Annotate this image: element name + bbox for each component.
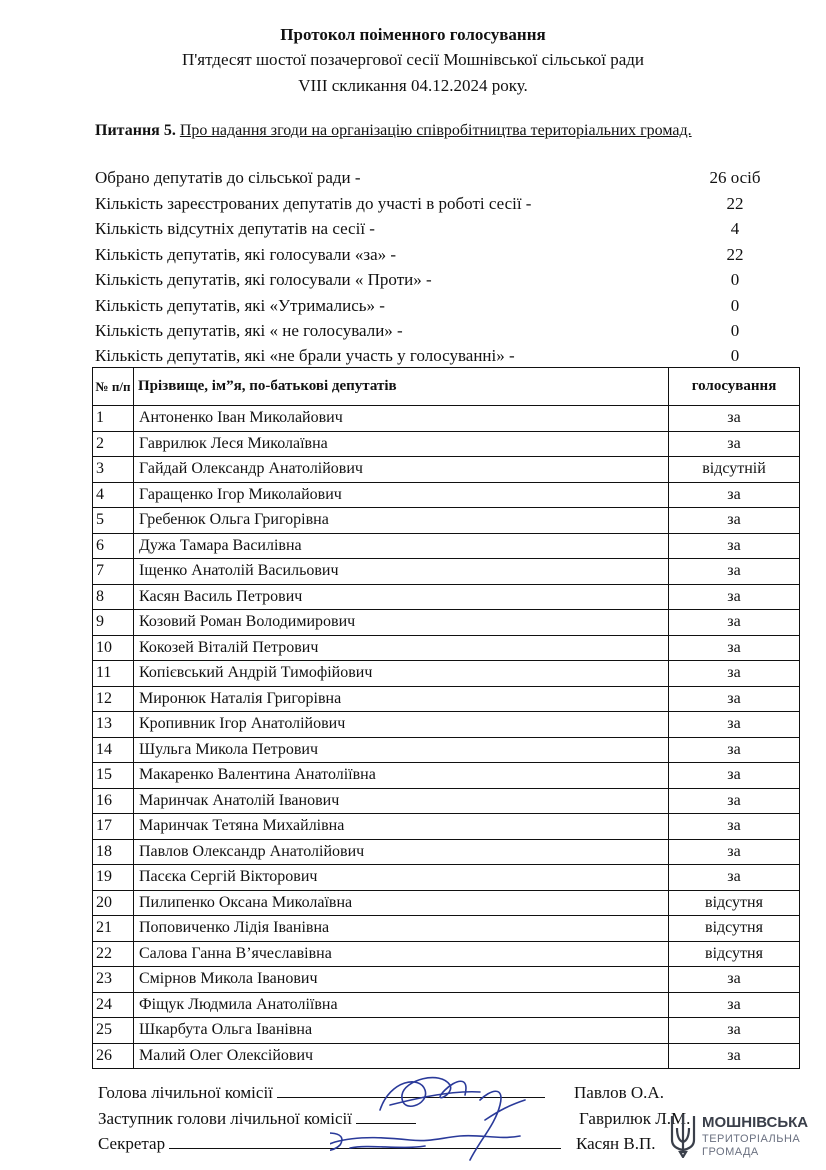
vote-result: за — [669, 482, 800, 508]
secretary-name: Касян В.П. — [576, 1134, 656, 1153]
logo-line-3: ГРОМАДА — [702, 1146, 759, 1158]
page-title: Протокол поіменного голосування — [280, 25, 546, 44]
deputy-name: Поповиченко Лідія Іванівна — [134, 916, 669, 942]
vote-result: за — [669, 814, 800, 840]
deputy-name: Гайдай Олександр Анатолійович — [134, 457, 669, 483]
deputy-name: Кропивник Ігор Анатолійович — [134, 712, 669, 738]
row-number: 13 — [93, 712, 134, 738]
deputy-name: Копієвський Андрій Тимофійович — [134, 661, 669, 687]
vote-result: за — [669, 1018, 800, 1044]
deputy-name: Дужа Тамара Василівна — [134, 533, 669, 559]
vote-result: за — [669, 610, 800, 636]
community-logo — [668, 1112, 818, 1162]
deputy-name: Малий Олег Олексійович — [134, 1043, 669, 1069]
table-row — [93, 1018, 800, 1044]
question-line — [95, 122, 692, 140]
session-subtitle: П'ятдесят шостої позачергової сесії Мошнівської сільської ради — [181, 50, 645, 69]
row-number: 16 — [93, 788, 134, 814]
stat-value: 0 — [730, 270, 740, 289]
header-vote: голосування — [669, 368, 800, 406]
question-text: Про надання згоди на організацію співробітництва територіальних громад. — [179, 122, 692, 139]
deputy-name: Козовий Роман Володимирович — [134, 610, 669, 636]
table-row — [93, 508, 800, 534]
row-number: 11 — [93, 661, 134, 687]
row-number: 8 — [93, 584, 134, 610]
vote-result: за — [669, 967, 800, 993]
row-number: 3 — [93, 457, 134, 483]
row-number: 21 — [93, 916, 134, 942]
row-number: 20 — [93, 890, 134, 916]
row-number: 17 — [93, 814, 134, 840]
stat-value: 4 — [730, 219, 740, 238]
stat-label: Кількість депутатів, які голосували «за» - — [95, 245, 397, 264]
stat-value: 0 — [730, 296, 740, 315]
logo-line-2: ТЕРИТОРІАЛЬНА — [702, 1133, 801, 1145]
stat-label: Кількість відсутніх депутатів на сесії - — [95, 219, 375, 238]
vote-result: відсутня — [669, 941, 800, 967]
stat-row — [0, 296, 826, 320]
chair-label: Голова лічильної комісії — [98, 1083, 273, 1102]
vote-result: за — [669, 788, 800, 814]
deputy-name: Шульга Микола Петрович — [134, 737, 669, 763]
table-row — [93, 992, 800, 1018]
stat-row — [0, 219, 826, 243]
stat-value: 0 — [730, 346, 740, 365]
stat-value: 26 осіб — [709, 168, 761, 187]
table-row — [93, 610, 800, 636]
stat-row — [0, 245, 826, 269]
vote-result: відсутня — [669, 890, 800, 916]
stat-label: Обрано депутатів до сільської ради - — [95, 168, 361, 187]
vote-result: за — [669, 431, 800, 457]
row-number: 7 — [93, 559, 134, 585]
table-row — [93, 457, 800, 483]
deputy-name: Гаращенко Ігор Миколайович — [134, 482, 669, 508]
vote-result: за — [669, 661, 800, 687]
deputy-name: Павлов Олександр Анатолійович — [134, 839, 669, 865]
row-number: 18 — [93, 839, 134, 865]
row-number: 5 — [93, 508, 134, 534]
row-number: 15 — [93, 763, 134, 789]
header-num: № п/п — [93, 368, 134, 406]
table-row — [93, 890, 800, 916]
stat-label: Кількість депутатів, які голосували « Проти» - — [95, 270, 432, 289]
row-number: 1 — [93, 406, 134, 432]
deputy-name: Пилипенко Оксана Миколаївна — [134, 890, 669, 916]
row-number: 10 — [93, 635, 134, 661]
stat-row — [0, 194, 826, 218]
table-row — [93, 814, 800, 840]
table-row — [93, 661, 800, 687]
vote-result: за — [669, 737, 800, 763]
deputy-name: Кокозей Віталій Петрович — [134, 635, 669, 661]
table-row — [93, 941, 800, 967]
logo-line-1: МОШНІВСЬКА — [702, 1114, 809, 1131]
stat-row — [0, 270, 826, 294]
vote-result: за — [669, 559, 800, 585]
table-row — [93, 686, 800, 712]
vote-result: за — [669, 635, 800, 661]
votes-table-body — [93, 406, 800, 1069]
trident-icon — [668, 1112, 698, 1158]
table-row — [93, 406, 800, 432]
table-header-row — [93, 368, 800, 406]
deputy-name: Пасєка Сергій Вікторович — [134, 865, 669, 891]
stat-label: Кількість депутатів, які « не голосували» - — [95, 321, 403, 340]
table-row — [93, 431, 800, 457]
deputy-name: Салова Ганна В’ячеславівна — [134, 941, 669, 967]
table-row — [93, 482, 800, 508]
table-row — [93, 839, 800, 865]
table-row — [93, 788, 800, 814]
handwritten-signatures — [330, 1060, 570, 1170]
vote-result: за — [669, 839, 800, 865]
deputy-name: Маринчак Анатолій Іванович — [134, 788, 669, 814]
table-row — [93, 967, 800, 993]
stat-label: Кількість депутатів, які «не брали участь у голосуванні» - — [95, 346, 515, 365]
vote-result: відсутня — [669, 916, 800, 942]
deputy-name: Шкарбута Ольга Іванівна — [134, 1018, 669, 1044]
row-number: 22 — [93, 941, 134, 967]
table-row — [93, 584, 800, 610]
deputy-name: Маринчак Тетяна Михайлівна — [134, 814, 669, 840]
stat-value: 22 — [726, 245, 744, 264]
vote-result: за — [669, 533, 800, 559]
row-number: 14 — [93, 737, 134, 763]
vote-result: за — [669, 686, 800, 712]
stat-value: 22 — [726, 194, 744, 213]
row-number: 26 — [93, 1043, 134, 1069]
secretary-label: Секретар — [98, 1134, 166, 1153]
row-number: 24 — [93, 992, 134, 1018]
row-number: 12 — [93, 686, 134, 712]
deputy-name: Фіщук Людмила Анатоліївна — [134, 992, 669, 1018]
row-number: 4 — [93, 482, 134, 508]
row-number: 23 — [93, 967, 134, 993]
stat-row — [0, 168, 826, 192]
vote-result: за — [669, 865, 800, 891]
stat-value: 0 — [730, 321, 740, 340]
deputy-name: Миронюк Наталія Григорівна — [134, 686, 669, 712]
header-name: Прізвище, ім”я, по-батькові депутатів — [134, 368, 669, 406]
table-row — [93, 635, 800, 661]
vote-result: за — [669, 584, 800, 610]
stat-label: Кількість депутатів, які «Утримались» - — [95, 296, 385, 315]
table-row — [93, 865, 800, 891]
votes-table — [92, 367, 800, 1069]
table-row — [93, 712, 800, 738]
vote-result: за — [669, 1043, 800, 1069]
deputy-name: Іщенко Анатолій Васильович — [134, 559, 669, 585]
deputy-name: Гребенюк Ольга Григорівна — [134, 508, 669, 534]
table-row — [93, 763, 800, 789]
deputy-name: Гаврилюк Леся Миколаївна — [134, 431, 669, 457]
deputy-label: Заступник голови лічильної комісії — [98, 1109, 353, 1128]
row-number: 25 — [93, 1018, 134, 1044]
question-label: Питання 5. — [95, 122, 176, 139]
chair-name: Павлов О.А. — [574, 1083, 664, 1102]
vote-result: відсутній — [669, 457, 800, 483]
deputy-name: Гаврилюк Л.М. — [579, 1109, 691, 1128]
row-number: 9 — [93, 610, 134, 636]
vote-result: за — [669, 763, 800, 789]
deputy-name: Касян Василь Петрович — [134, 584, 669, 610]
vote-result: за — [669, 406, 800, 432]
row-number: 2 — [93, 431, 134, 457]
deputy-name: Макаренко Валентина Анатоліївна — [134, 763, 669, 789]
table-row — [93, 559, 800, 585]
stat-label: Кількість зареєстрованих депутатів до участі в роботі сесії - — [95, 194, 532, 213]
stat-row — [0, 321, 826, 345]
row-number: 19 — [93, 865, 134, 891]
row-number: 6 — [93, 533, 134, 559]
deputy-name: Антоненко Іван Миколайович — [134, 406, 669, 432]
convocation-date: VIII скликання 04.12.2024 року. — [298, 76, 528, 95]
vote-result: за — [669, 508, 800, 534]
table-row — [93, 533, 800, 559]
table-row — [93, 916, 800, 942]
deputy-name: Смірнов Микола Іванович — [134, 967, 669, 993]
vote-result: за — [669, 712, 800, 738]
vote-result: за — [669, 992, 800, 1018]
table-row — [93, 737, 800, 763]
